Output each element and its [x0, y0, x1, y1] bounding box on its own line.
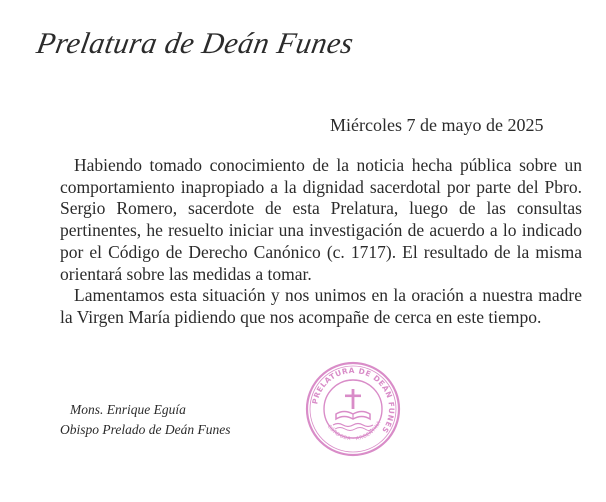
prelature-seal-stamp: [303, 359, 403, 459]
seal-icon: [303, 359, 403, 459]
letterhead-title: Prelatura de Deán Funes: [34, 27, 357, 60]
paragraph-2: Lamentamos esta situación y nos unimos en la oración a nuestra madre la Virgen María pidiendo que nos acompañe de cerca en este tiempo.: [60, 285, 582, 327]
letter-date: Miércoles 7 de mayo de 2025: [330, 115, 544, 135]
svg-text:CÓRDOBA · ARGENTINA: [326, 420, 383, 443]
signatory-title: Obispo Prelado de Deán Funes: [60, 422, 231, 437]
signature-block: [60, 400, 230, 440]
seal-bottom-text: CÓRDOBA · ARGENTINA: [325, 419, 383, 443]
letter-body: [60, 155, 582, 329]
signatory-name: Mons. Enrique Eguía: [70, 402, 186, 417]
paragraph-1: Habiendo tomado conocimiento de la noticia hecha pública sobre un comportamiento inapropiado a la dignidad sacerdotal por parte del Pbro. Sergio Romero, sacerdote de esta Prelatura, luego de las consultas pertinentes, he resuelto iniciar una investigación de acuerdo a lo indicado por el Código de Derecho Canónico (c. 1717). El resultado de la misma orientará sobre las medidas a tomar.: [60, 155, 582, 284]
seal-ring-text: PRELATURA DE DEÁN FUNES: [310, 365, 397, 435]
